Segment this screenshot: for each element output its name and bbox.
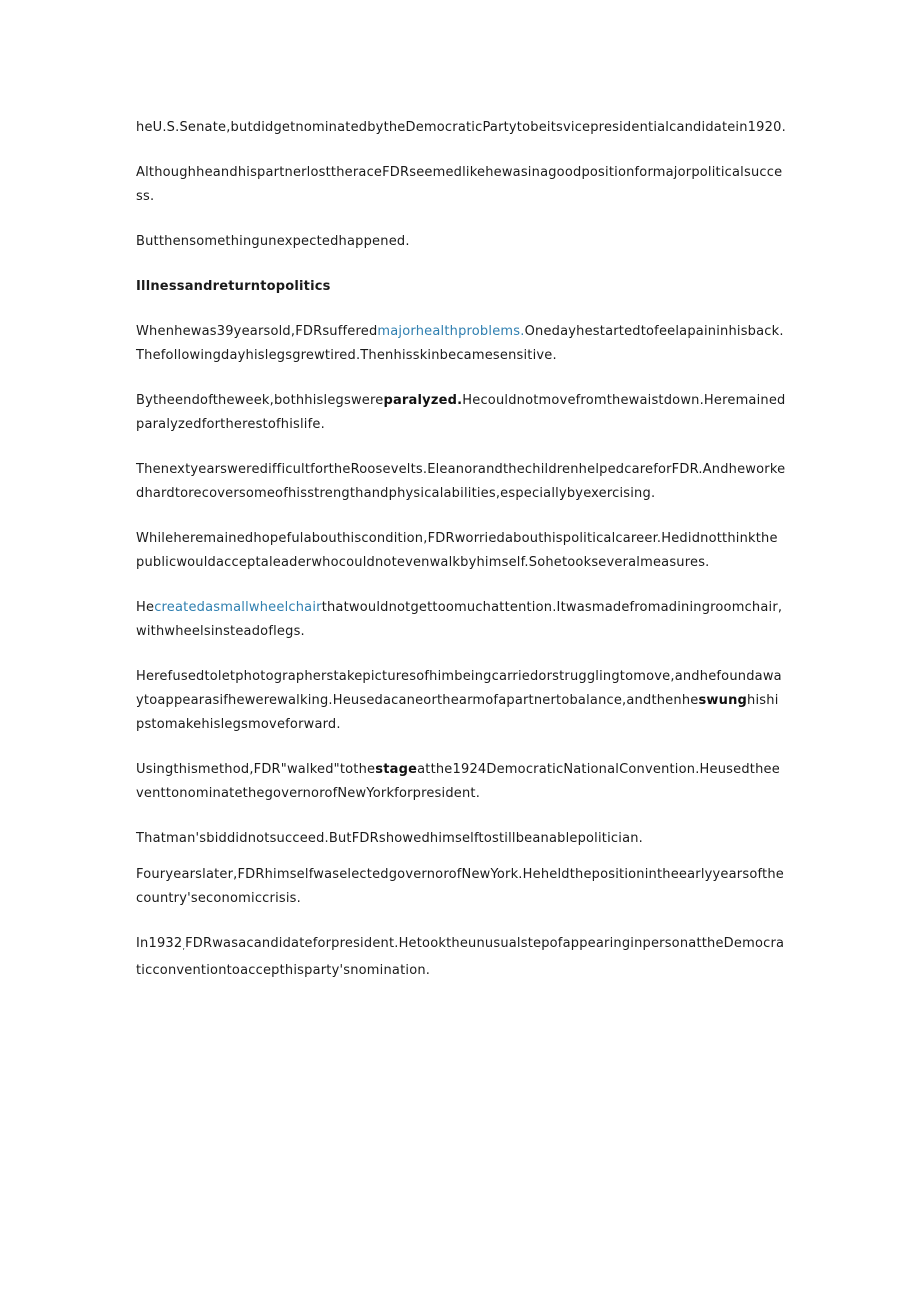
paragraph bbox=[136, 161, 786, 209]
paragraph bbox=[136, 863, 786, 911]
paragraph bbox=[136, 827, 786, 851]
paragraph bbox=[136, 527, 786, 575]
bold-term-paralyzed: paralyzed. bbox=[383, 393, 463, 408]
paragraph bbox=[136, 458, 786, 506]
paragraph bbox=[136, 389, 786, 437]
paragraph-text: heU.S.Senate,butdidgetnominatedbytheDemocraticPartytobeitsvicepresidentialcandidatein1920. bbox=[136, 120, 786, 135]
paragraph-text: Thatman'sbiddidnotsucceed.ButFDRshowedhimselftostillbeanablepolitician. bbox=[136, 831, 644, 846]
bold-term-swung: swung bbox=[698, 693, 748, 708]
paragraph-text: FDRwasacandidateforpresident.HetooktheunusualstepofappearinginpersonattheDemocraticconventiontoaccepthisparty'snomination. bbox=[136, 936, 785, 978]
paragraph-text: Herefusedtoletphotographerstakepicturesofhimbeingcarriedorstrugglingtomove,andhefoundawaytoappearasifhewerewalking.Heusedacaneorthearmofapartnertobalance,andthenhe bbox=[136, 669, 782, 708]
paragraph-text: Fouryearslater,FDRhimselfwaselectedgovernorofNewYork.Heheldthepositionintheearlyyearsofthecountry'seconomiccrisis. bbox=[136, 867, 784, 906]
link-major-health-problems[interactable]: majorhealthproblems. bbox=[377, 324, 525, 339]
paragraph-text: Onedayhestartedtofeelapaininhisback.Thefollowingdayhislegsgrewtired.Thenhisskinbecamesensitive. bbox=[136, 324, 784, 363]
paragraph bbox=[136, 758, 786, 806]
paragraph-text: In1932 bbox=[136, 936, 183, 951]
paragraph-text: thatwouldnotgettoomuchattention.Itwasmadefromadiningroomchair,withwheelsinsteadoflegs. bbox=[136, 600, 783, 639]
paragraph-text: He bbox=[136, 600, 155, 615]
paragraph-text: Usingthismethod,FDR"walked"tothe bbox=[136, 762, 376, 777]
paragraph-text: Bytheendoftheweek,bothhislegswere bbox=[136, 393, 384, 408]
link-created-small-wheelchair[interactable]: createdasmallwheelchair bbox=[154, 600, 322, 615]
paragraph bbox=[136, 230, 786, 254]
paragraph-text: Whenhewas39yearsold,FDRsuffered bbox=[136, 324, 378, 339]
paragraph-text: AlthoughheandhispartnerlosttheraceFDRseemedlikehewasinagoodpositionformajorpoliticalsuccess. bbox=[136, 165, 783, 204]
paragraph-text: Butthensomethingunexpectedhappened. bbox=[136, 234, 410, 249]
document-body bbox=[136, 116, 786, 983]
paragraph-text: atthe1924DemocraticNationalConvention.HeusedtheeventtonominatethegovernorofNewYorkforpresident. bbox=[136, 762, 780, 801]
paragraph bbox=[136, 596, 786, 644]
subscript-comma: , bbox=[182, 942, 186, 951]
heading-text: Illnessandreturntopolitics bbox=[136, 279, 331, 294]
paragraph bbox=[136, 665, 786, 737]
bold-term-stage: stage bbox=[375, 762, 418, 777]
paragraph-text: hishipstomakehislegsmoveforward. bbox=[136, 693, 779, 732]
paragraph bbox=[136, 116, 786, 140]
paragraph bbox=[136, 932, 786, 983]
section-heading bbox=[136, 275, 786, 299]
paragraph-text: Whileheremainedhopefulabouthiscondition,FDRworriedabouthispoliticalcareer.Hedidnotthinkthepublicwouldacceptaleaderwhocouldnotevenwalkbyhimself.Sohetookseveralmeasures. bbox=[136, 531, 778, 570]
paragraph bbox=[136, 320, 786, 368]
paragraph-text: ThenextyearsweredifficultfortheRoosevelts.EleanorandthechildrenhelpedcareforFDR.Andheworkedhardtorecoversomeofhisstrengthandphysicalabilities,especiallybyexercising. bbox=[136, 462, 786, 501]
paragraph-text: Hecouldnotmovefromthewaistdown.Heremainedparalyzedfortherestofhislife. bbox=[136, 393, 786, 432]
